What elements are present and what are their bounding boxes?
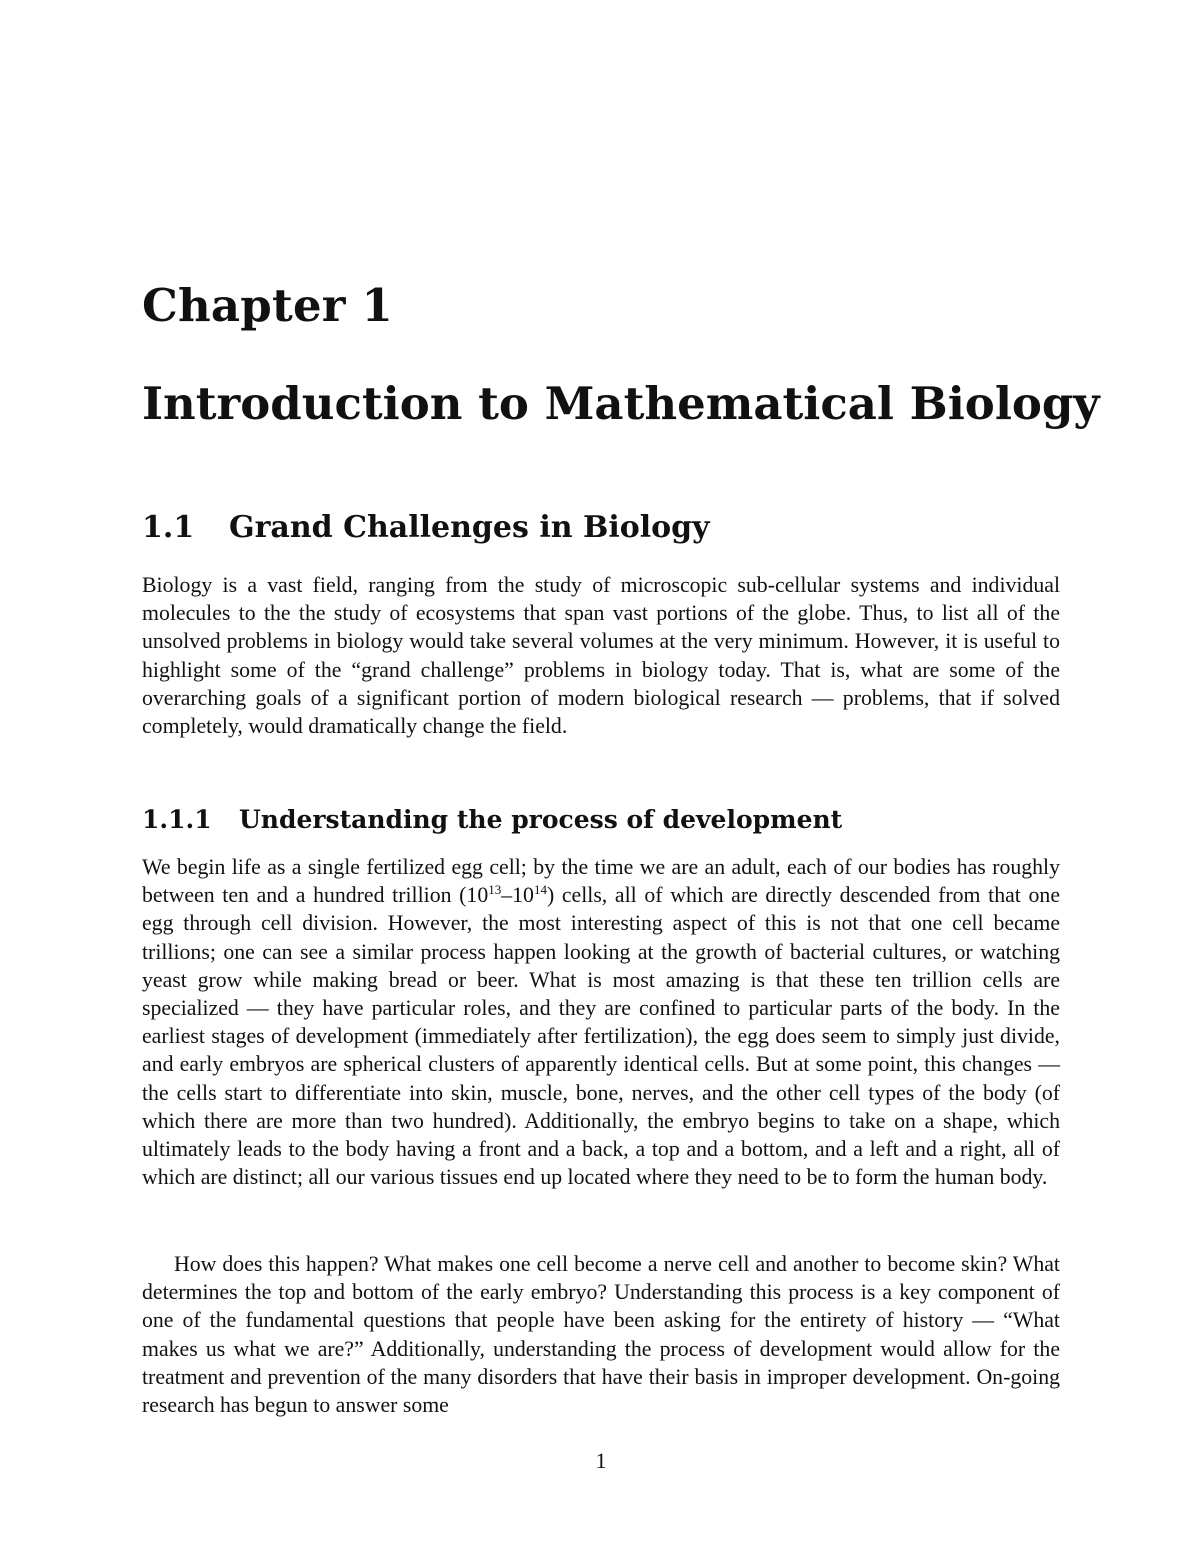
paragraph-text-start: We begin life as a single fertilized egg cell; by the time we are an adult, each of our bodies has roughly between ten and a hundred trillion (10 [142, 855, 1060, 908]
exponent-14: 14 [533, 882, 547, 898]
subsection-heading [142, 802, 842, 838]
paragraph-text-end: ) cells, all of which are directly descended from that one egg through cell division. However, the most interesting aspect of this is not that one cell became trillions; one can see a similar process happen looking at the growth of bacterial cultures, or watching yeast grow while making bread or beer. What is most amazing is that these ten trillion cells are specialized — they have particular roles, and they are confined to particular parts of the body. In the earliest stages of development (immediately after fertilization), the egg does seem to simply just divide, and early embryos are spherical clusters of apparently identical cells. But at some point, this changes — the cells start to differentiate into skin, muscle, bone, nerves, and the other cell types of the body (of which there are more than two hundred). Additionally, the embryo begins to take on a shape, which ultimately leads to the body having a front and a back, a top and a bottom, and a left and a right, all of which are distinct; all our various tissues end up located where they need to be to form the human body. [142, 883, 1060, 1190]
chapter-title: Introduction to Mathematical Biology [142, 377, 1100, 430]
document-page [142, 0, 1100, 1553]
page-number: 1 [595, 1448, 607, 1473]
exponent-13: 13 [488, 882, 502, 898]
subsection-title: Understanding the process of development [239, 805, 843, 834]
range-dash: –10 [501, 883, 534, 908]
section-heading [142, 507, 710, 549]
section-number: 1.1 [142, 510, 195, 545]
subsection-paragraph-1 [142, 853, 1060, 1191]
section-title: Grand Challenges in Biology [229, 510, 710, 545]
subsection-number: 1.1.1 [142, 805, 212, 834]
subsection-paragraph-2: How does this happen? What makes one cell become a nerve cell and another to become skin? What determines the top and bottom of the early embryo? Understanding this process is a key component of one of the fundamental questions that people have been asking for the entirety of history — “What makes us what we are?” Additionally, understanding the process of development would allow for the treatment and prevention of the many disorders that have their basis in improper development. On-going research has begun to answer some [142, 1252, 1060, 1418]
chapter-label: Chapter 1 [142, 279, 394, 332]
section-paragraph: Biology is a vast field, ranging from the study of microscopic sub-cellular systems and individual molecules to the the study of ecosystems that span vast portions of the globe. Thus, to list all of the unsolved problems in biology would take several volumes at the very minimum. However, it is useful to highlight some of the “grand challenge” problems in biology today. That is, what are some of the overarching goals of a significant portion of modern biological research — problems, that if solved completely, would dramatically change the field. [142, 573, 1060, 739]
